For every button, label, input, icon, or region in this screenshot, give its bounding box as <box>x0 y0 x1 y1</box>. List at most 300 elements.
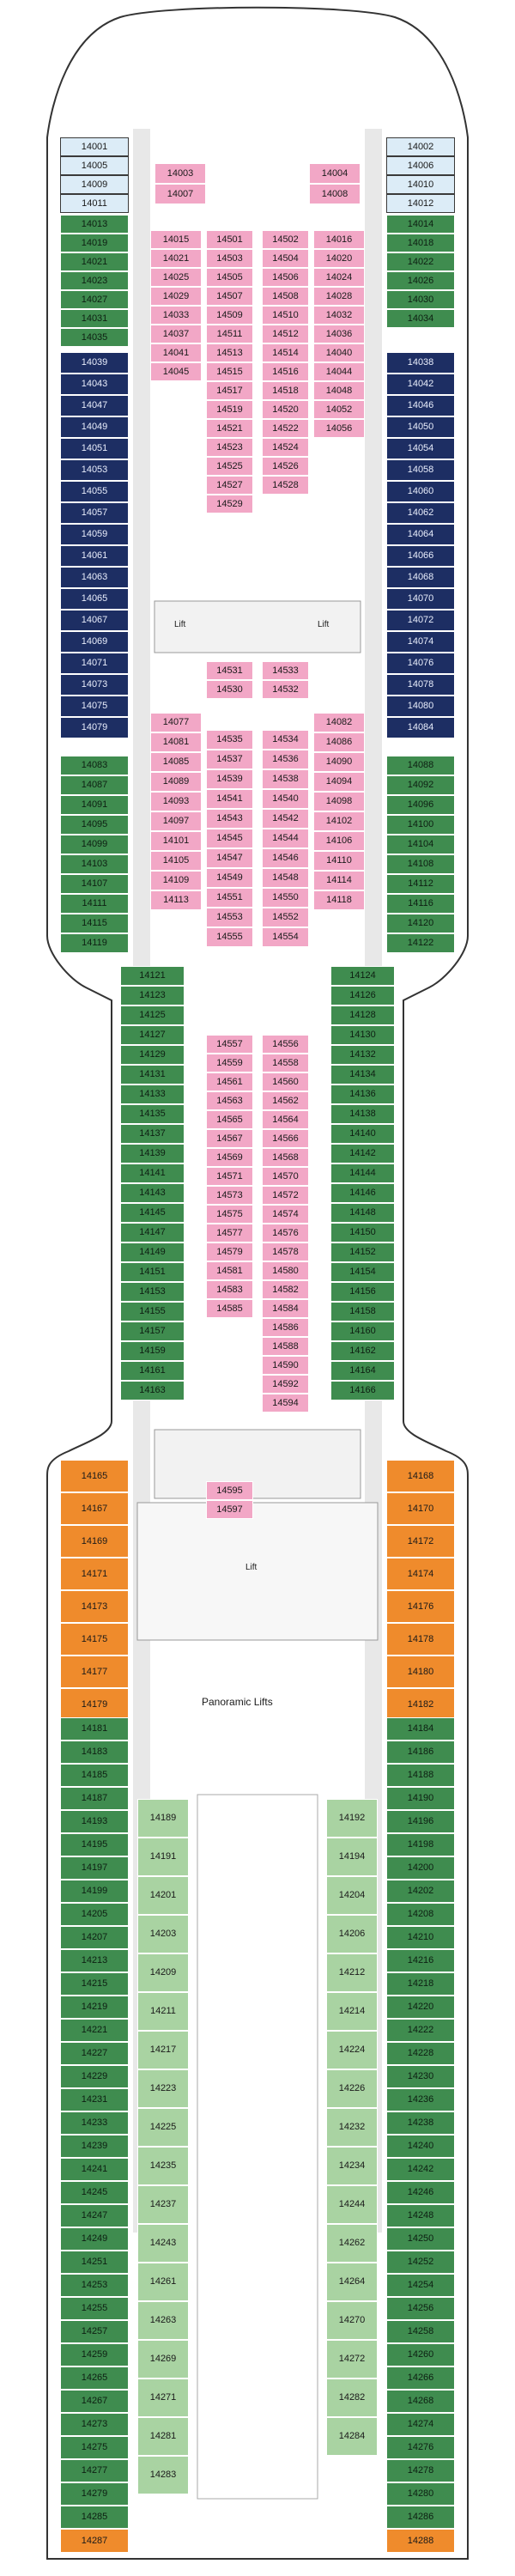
cabin-14223[interactable]: 14223 <box>137 2069 189 2108</box>
cabin-14113[interactable]: 14113 <box>150 890 202 910</box>
cabin-14232[interactable]: 14232 <box>326 2108 378 2147</box>
cabin-14541[interactable]: 14541 <box>206 789 253 809</box>
cabin-14141[interactable]: 14141 <box>120 1163 185 1183</box>
cabin-14517[interactable]: 14517 <box>206 381 253 400</box>
cabin-14277[interactable]: 14277 <box>60 2459 129 2482</box>
cabin-14044[interactable]: 14044 <box>313 362 365 381</box>
cabin-14527[interactable]: 14527 <box>206 476 253 495</box>
cabin-14566[interactable]: 14566 <box>262 1129 309 1148</box>
cabin-14136[interactable]: 14136 <box>330 1084 395 1104</box>
cabin-14110[interactable]: 14110 <box>313 851 365 871</box>
cabin-14148[interactable]: 14148 <box>330 1203 395 1223</box>
cabin-14515[interactable]: 14515 <box>206 362 253 381</box>
cabin-14229[interactable]: 14229 <box>60 2065 129 2088</box>
cabin-14090[interactable]: 14090 <box>313 752 365 772</box>
cabin-14268[interactable]: 14268 <box>386 2390 455 2413</box>
cabin-14563[interactable]: 14563 <box>206 1091 253 1110</box>
cabin-14064[interactable]: 14064 <box>386 524 455 545</box>
cabin-14001[interactable]: 14001 <box>60 137 129 156</box>
cabin-14506[interactable]: 14506 <box>262 268 309 287</box>
cabin-14024[interactable]: 14024 <box>313 268 365 287</box>
cabin-14595[interactable]: 14595 <box>206 1481 253 1500</box>
cabin-14546[interactable]: 14546 <box>262 848 309 868</box>
cabin-14030[interactable]: 14030 <box>386 290 455 309</box>
cabin-14548[interactable]: 14548 <box>262 868 309 888</box>
cabin-14180[interactable]: 14180 <box>386 1656 455 1688</box>
cabin-14560[interactable]: 14560 <box>262 1072 309 1091</box>
cabin-14576[interactable]: 14576 <box>262 1224 309 1242</box>
cabin-14023[interactable]: 14023 <box>60 271 129 290</box>
cabin-14061[interactable]: 14061 <box>60 545 129 567</box>
cabin-14213[interactable]: 14213 <box>60 1949 129 1972</box>
cabin-14127[interactable]: 14127 <box>120 1025 185 1045</box>
cabin-14059[interactable]: 14059 <box>60 524 129 545</box>
cabin-14202[interactable]: 14202 <box>386 1880 455 1903</box>
cabin-14193[interactable]: 14193 <box>60 1810 129 1833</box>
cabin-14208[interactable]: 14208 <box>386 1903 455 1926</box>
cabin-14549[interactable]: 14549 <box>206 868 253 888</box>
cabin-14139[interactable]: 14139 <box>120 1144 185 1163</box>
cabin-14240[interactable]: 14240 <box>386 2135 455 2158</box>
cabin-14029[interactable]: 14029 <box>150 287 202 306</box>
cabin-14266[interactable]: 14266 <box>386 2366 455 2390</box>
cabin-14073[interactable]: 14073 <box>60 674 129 696</box>
cabin-14021[interactable]: 14021 <box>150 249 202 268</box>
cabin-14523[interactable]: 14523 <box>206 438 253 457</box>
cabin-14036[interactable]: 14036 <box>313 325 365 343</box>
cabin-14042[interactable]: 14042 <box>386 374 455 395</box>
cabin-14511[interactable]: 14511 <box>206 325 253 343</box>
cabin-14086[interactable]: 14086 <box>313 732 365 752</box>
cabin-14584[interactable]: 14584 <box>262 1299 309 1318</box>
cabin-14238[interactable]: 14238 <box>386 2111 455 2135</box>
cabin-14283[interactable]: 14283 <box>137 2456 189 2494</box>
cabin-14165[interactable]: 14165 <box>60 1460 129 1492</box>
cabin-14233[interactable]: 14233 <box>60 2111 129 2135</box>
cabin-14248[interactable]: 14248 <box>386 2204 455 2227</box>
cabin-14228[interactable]: 14228 <box>386 2042 455 2065</box>
cabin-14118[interactable]: 14118 <box>313 890 365 910</box>
cabin-14275[interactable]: 14275 <box>60 2436 129 2459</box>
cabin-14501[interactable]: 14501 <box>206 230 253 249</box>
cabin-14060[interactable]: 14060 <box>386 481 455 502</box>
cabin-14249[interactable]: 14249 <box>60 2227 129 2251</box>
cabin-14152[interactable]: 14152 <box>330 1242 395 1262</box>
cabin-14051[interactable]: 14051 <box>60 438 129 459</box>
cabin-14284[interactable]: 14284 <box>326 2417 378 2456</box>
cabin-14067[interactable]: 14067 <box>60 610 129 631</box>
cabin-14263[interactable]: 14263 <box>137 2301 189 2340</box>
cabin-14005[interactable]: 14005 <box>60 156 129 175</box>
cabin-14590[interactable]: 14590 <box>262 1356 309 1375</box>
cabin-14088[interactable]: 14088 <box>386 756 455 775</box>
cabin-14093[interactable]: 14093 <box>150 792 202 811</box>
cabin-14150[interactable]: 14150 <box>330 1223 395 1242</box>
cabin-14214[interactable]: 14214 <box>326 1992 378 2031</box>
cabin-14187[interactable]: 14187 <box>60 1787 129 1810</box>
cabin-14509[interactable]: 14509 <box>206 306 253 325</box>
cabin-14570[interactable]: 14570 <box>262 1167 309 1186</box>
cabin-14035[interactable]: 14035 <box>60 328 129 347</box>
cabin-14171[interactable]: 14171 <box>60 1558 129 1590</box>
cabin-14080[interactable]: 14080 <box>386 696 455 717</box>
cabin-14019[interactable]: 14019 <box>60 234 129 252</box>
cabin-14018[interactable]: 14018 <box>386 234 455 252</box>
cabin-14003[interactable]: 14003 <box>154 163 206 184</box>
cabin-14123[interactable]: 14123 <box>120 986 185 1005</box>
cabin-14008[interactable]: 14008 <box>309 184 360 204</box>
cabin-14235[interactable]: 14235 <box>137 2147 189 2185</box>
cabin-14173[interactable]: 14173 <box>60 1590 129 1623</box>
cabin-14207[interactable]: 14207 <box>60 1926 129 1949</box>
cabin-14526[interactable]: 14526 <box>262 457 309 476</box>
cabin-14239[interactable]: 14239 <box>60 2135 129 2158</box>
cabin-14532[interactable]: 14532 <box>262 680 309 699</box>
cabin-14279[interactable]: 14279 <box>60 2482 129 2506</box>
cabin-14539[interactable]: 14539 <box>206 769 253 789</box>
cabin-14220[interactable]: 14220 <box>386 1996 455 2019</box>
cabin-14562[interactable]: 14562 <box>262 1091 309 1110</box>
cabin-14287[interactable]: 14287 <box>60 2529 129 2553</box>
cabin-14272[interactable]: 14272 <box>326 2340 378 2379</box>
cabin-14121[interactable]: 14121 <box>120 966 185 986</box>
cabin-14550[interactable]: 14550 <box>262 888 309 908</box>
cabin-14581[interactable]: 14581 <box>206 1261 253 1280</box>
cabin-14032[interactable]: 14032 <box>313 306 365 325</box>
cabin-14534[interactable]: 14534 <box>262 730 309 750</box>
cabin-14137[interactable]: 14137 <box>120 1124 185 1144</box>
cabin-14043[interactable]: 14043 <box>60 374 129 395</box>
cabin-14168[interactable]: 14168 <box>386 1460 455 1492</box>
cabin-14582[interactable]: 14582 <box>262 1280 309 1299</box>
cabin-14116[interactable]: 14116 <box>386 894 455 914</box>
cabin-14107[interactable]: 14107 <box>60 874 129 894</box>
cabin-14267[interactable]: 14267 <box>60 2390 129 2413</box>
cabin-14056[interactable]: 14056 <box>313 419 365 438</box>
cabin-14271[interactable]: 14271 <box>137 2379 189 2417</box>
cabin-14050[interactable]: 14050 <box>386 416 455 438</box>
cabin-14124[interactable]: 14124 <box>330 966 395 986</box>
cabin-14254[interactable]: 14254 <box>386 2274 455 2297</box>
cabin-14033[interactable]: 14033 <box>150 306 202 325</box>
cabin-14147[interactable]: 14147 <box>120 1223 185 1242</box>
cabin-14162[interactable]: 14162 <box>330 1341 395 1361</box>
cabin-14227[interactable]: 14227 <box>60 2042 129 2065</box>
cabin-14038[interactable]: 14038 <box>386 352 455 374</box>
cabin-14055[interactable]: 14055 <box>60 481 129 502</box>
cabin-14097[interactable]: 14097 <box>150 811 202 831</box>
cabin-14091[interactable]: 14091 <box>60 795 129 815</box>
cabin-14203[interactable]: 14203 <box>137 1915 189 1953</box>
cabin-14245[interactable]: 14245 <box>60 2181 129 2204</box>
cabin-14209[interactable]: 14209 <box>137 1953 189 1992</box>
cabin-14185[interactable]: 14185 <box>60 1764 129 1787</box>
cabin-14286[interactable]: 14286 <box>386 2506 455 2529</box>
cabin-14583[interactable]: 14583 <box>206 1280 253 1299</box>
cabin-14111[interactable]: 14111 <box>60 894 129 914</box>
cabin-14016[interactable]: 14016 <box>313 230 365 249</box>
cabin-14568[interactable]: 14568 <box>262 1148 309 1167</box>
cabin-14253[interactable]: 14253 <box>60 2274 129 2297</box>
cabin-14555[interactable]: 14555 <box>206 927 253 947</box>
cabin-14172[interactable]: 14172 <box>386 1525 455 1558</box>
cabin-14126[interactable]: 14126 <box>330 986 395 1005</box>
cabin-14058[interactable]: 14058 <box>386 459 455 481</box>
cabin-14217[interactable]: 14217 <box>137 2031 189 2069</box>
cabin-14544[interactable]: 14544 <box>262 829 309 848</box>
cabin-14011[interactable]: 14011 <box>60 194 129 213</box>
cabin-14183[interactable]: 14183 <box>60 1741 129 1764</box>
cabin-14186[interactable]: 14186 <box>386 1741 455 1764</box>
cabin-14192[interactable]: 14192 <box>326 1799 378 1838</box>
cabin-14522[interactable]: 14522 <box>262 419 309 438</box>
cabin-14178[interactable]: 14178 <box>386 1623 455 1656</box>
cabin-14184[interactable]: 14184 <box>386 1717 455 1741</box>
cabin-14045[interactable]: 14045 <box>150 362 202 381</box>
cabin-14068[interactable]: 14068 <box>386 567 455 588</box>
cabin-14140[interactable]: 14140 <box>330 1124 395 1144</box>
cabin-14569[interactable]: 14569 <box>206 1148 253 1167</box>
cabin-14160[interactable]: 14160 <box>330 1321 395 1341</box>
cabin-14026[interactable]: 14026 <box>386 271 455 290</box>
cabin-14259[interactable]: 14259 <box>60 2343 129 2366</box>
cabin-14119[interactable]: 14119 <box>60 933 129 953</box>
cabin-14282[interactable]: 14282 <box>326 2379 378 2417</box>
cabin-14265[interactable]: 14265 <box>60 2366 129 2390</box>
cabin-14243[interactable]: 14243 <box>137 2224 189 2263</box>
cabin-14131[interactable]: 14131 <box>120 1065 185 1084</box>
cabin-14524[interactable]: 14524 <box>262 438 309 457</box>
cabin-14575[interactable]: 14575 <box>206 1205 253 1224</box>
cabin-14166[interactable]: 14166 <box>330 1381 395 1400</box>
cabin-14153[interactable]: 14153 <box>120 1282 185 1302</box>
cabin-14081[interactable]: 14081 <box>150 732 202 752</box>
cabin-14586[interactable]: 14586 <box>262 1318 309 1337</box>
cabin-14085[interactable]: 14085 <box>150 752 202 772</box>
cabin-14219[interactable]: 14219 <box>60 1996 129 2019</box>
cabin-14182[interactable]: 14182 <box>386 1688 455 1721</box>
cabin-14174[interactable]: 14174 <box>386 1558 455 1590</box>
cabin-14049[interactable]: 14049 <box>60 416 129 438</box>
cabin-14216[interactable]: 14216 <box>386 1949 455 1972</box>
cabin-14133[interactable]: 14133 <box>120 1084 185 1104</box>
cabin-14540[interactable]: 14540 <box>262 789 309 809</box>
cabin-14134[interactable]: 14134 <box>330 1065 395 1084</box>
cabin-14010[interactable]: 14010 <box>386 175 455 194</box>
cabin-14098[interactable]: 14098 <box>313 792 365 811</box>
cabin-14204[interactable]: 14204 <box>326 1876 378 1915</box>
cabin-14105[interactable]: 14105 <box>150 851 202 871</box>
cabin-14236[interactable]: 14236 <box>386 2088 455 2111</box>
cabin-14149[interactable]: 14149 <box>120 1242 185 1262</box>
cabin-14046[interactable]: 14046 <box>386 395 455 416</box>
cabin-14115[interactable]: 14115 <box>60 914 129 933</box>
cabin-14543[interactable]: 14543 <box>206 809 253 829</box>
cabin-14237[interactable]: 14237 <box>137 2185 189 2224</box>
cabin-14142[interactable]: 14142 <box>330 1144 395 1163</box>
cabin-14537[interactable]: 14537 <box>206 750 253 769</box>
cabin-14525[interactable]: 14525 <box>206 457 253 476</box>
cabin-14536[interactable]: 14536 <box>262 750 309 769</box>
cabin-14114[interactable]: 14114 <box>313 871 365 890</box>
cabin-14251[interactable]: 14251 <box>60 2251 129 2274</box>
cabin-14095[interactable]: 14095 <box>60 815 129 835</box>
cabin-14197[interactable]: 14197 <box>60 1856 129 1880</box>
cabin-14579[interactable]: 14579 <box>206 1242 253 1261</box>
cabin-14198[interactable]: 14198 <box>386 1833 455 1856</box>
cabin-14002[interactable]: 14002 <box>386 137 455 156</box>
cabin-14521[interactable]: 14521 <box>206 419 253 438</box>
cabin-14264[interactable]: 14264 <box>326 2263 378 2301</box>
cabin-14188[interactable]: 14188 <box>386 1764 455 1787</box>
cabin-14244[interactable]: 14244 <box>326 2185 378 2224</box>
cabin-14528[interactable]: 14528 <box>262 476 309 495</box>
cabin-14572[interactable]: 14572 <box>262 1186 309 1205</box>
cabin-14004[interactable]: 14004 <box>309 163 360 184</box>
cabin-14164[interactable]: 14164 <box>330 1361 395 1381</box>
cabin-14169[interactable]: 14169 <box>60 1525 129 1558</box>
cabin-14578[interactable]: 14578 <box>262 1242 309 1261</box>
cabin-14083[interactable]: 14083 <box>60 756 129 775</box>
cabin-14063[interactable]: 14063 <box>60 567 129 588</box>
cabin-14201[interactable]: 14201 <box>137 1876 189 1915</box>
cabin-14015[interactable]: 14015 <box>150 230 202 249</box>
cabin-14089[interactable]: 14089 <box>150 772 202 792</box>
cabin-14158[interactable]: 14158 <box>330 1302 395 1321</box>
cabin-14210[interactable]: 14210 <box>386 1926 455 1949</box>
cabin-14222[interactable]: 14222 <box>386 2019 455 2042</box>
cabin-14138[interactable]: 14138 <box>330 1104 395 1124</box>
cabin-14106[interactable]: 14106 <box>313 831 365 851</box>
cabin-14533[interactable]: 14533 <box>262 661 309 680</box>
cabin-14574[interactable]: 14574 <box>262 1205 309 1224</box>
cabin-14258[interactable]: 14258 <box>386 2320 455 2343</box>
cabin-14189[interactable]: 14189 <box>137 1799 189 1838</box>
cabin-14194[interactable]: 14194 <box>326 1838 378 1876</box>
cabin-14592[interactable]: 14592 <box>262 1375 309 1394</box>
cabin-14552[interactable]: 14552 <box>262 908 309 927</box>
cabin-14154[interactable]: 14154 <box>330 1262 395 1282</box>
cabin-14135[interactable]: 14135 <box>120 1104 185 1124</box>
cabin-14502[interactable]: 14502 <box>262 230 309 249</box>
cabin-14072[interactable]: 14072 <box>386 610 455 631</box>
cabin-14092[interactable]: 14092 <box>386 775 455 795</box>
cabin-14215[interactable]: 14215 <box>60 1972 129 1996</box>
cabin-14075[interactable]: 14075 <box>60 696 129 717</box>
cabin-14547[interactable]: 14547 <box>206 848 253 868</box>
cabin-14157[interactable]: 14157 <box>120 1321 185 1341</box>
cabin-14101[interactable]: 14101 <box>150 831 202 851</box>
cabin-14530[interactable]: 14530 <box>206 680 253 699</box>
cabin-14504[interactable]: 14504 <box>262 249 309 268</box>
cabin-14079[interactable]: 14079 <box>60 717 129 738</box>
cabin-14009[interactable]: 14009 <box>60 175 129 194</box>
cabin-14013[interactable]: 14013 <box>60 215 129 234</box>
cabin-14571[interactable]: 14571 <box>206 1167 253 1186</box>
cabin-14143[interactable]: 14143 <box>120 1183 185 1203</box>
cabin-14234[interactable]: 14234 <box>326 2147 378 2185</box>
cabin-14205[interactable]: 14205 <box>60 1903 129 1926</box>
cabin-14513[interactable]: 14513 <box>206 343 253 362</box>
cabin-14099[interactable]: 14099 <box>60 835 129 854</box>
cabin-14074[interactable]: 14074 <box>386 631 455 653</box>
cabin-14066[interactable]: 14066 <box>386 545 455 567</box>
cabin-14145[interactable]: 14145 <box>120 1203 185 1223</box>
cabin-14087[interactable]: 14087 <box>60 775 129 795</box>
cabin-14529[interactable]: 14529 <box>206 495 253 513</box>
cabin-14564[interactable]: 14564 <box>262 1110 309 1129</box>
cabin-14109[interactable]: 14109 <box>150 871 202 890</box>
cabin-14096[interactable]: 14096 <box>386 795 455 815</box>
cabin-14580[interactable]: 14580 <box>262 1261 309 1280</box>
cabin-14211[interactable]: 14211 <box>137 1992 189 2031</box>
cabin-14542[interactable]: 14542 <box>262 809 309 829</box>
cabin-14022[interactable]: 14022 <box>386 252 455 271</box>
cabin-14567[interactable]: 14567 <box>206 1129 253 1148</box>
cabin-14181[interactable]: 14181 <box>60 1717 129 1741</box>
cabin-14007[interactable]: 14007 <box>154 184 206 204</box>
cabin-14565[interactable]: 14565 <box>206 1110 253 1129</box>
cabin-14190[interactable]: 14190 <box>386 1787 455 1810</box>
cabin-14082[interactable]: 14082 <box>313 713 365 732</box>
cabin-14177[interactable]: 14177 <box>60 1656 129 1688</box>
cabin-14084[interactable]: 14084 <box>386 717 455 738</box>
cabin-14206[interactable]: 14206 <box>326 1915 378 1953</box>
cabin-14241[interactable]: 14241 <box>60 2158 129 2181</box>
cabin-14257[interactable]: 14257 <box>60 2320 129 2343</box>
cabin-14505[interactable]: 14505 <box>206 268 253 287</box>
cabin-14037[interactable]: 14037 <box>150 325 202 343</box>
cabin-14551[interactable]: 14551 <box>206 888 253 908</box>
cabin-14077[interactable]: 14077 <box>150 713 202 732</box>
cabin-14054[interactable]: 14054 <box>386 438 455 459</box>
cabin-14274[interactable]: 14274 <box>386 2413 455 2436</box>
cabin-14076[interactable]: 14076 <box>386 653 455 674</box>
cabin-14179[interactable]: 14179 <box>60 1688 129 1721</box>
cabin-14247[interactable]: 14247 <box>60 2204 129 2227</box>
cabin-14585[interactable]: 14585 <box>206 1299 253 1318</box>
cabin-14102[interactable]: 14102 <box>313 811 365 831</box>
cabin-14520[interactable]: 14520 <box>262 400 309 419</box>
cabin-14508[interactable]: 14508 <box>262 287 309 306</box>
cabin-14144[interactable]: 14144 <box>330 1163 395 1183</box>
cabin-14512[interactable]: 14512 <box>262 325 309 343</box>
cabin-14269[interactable]: 14269 <box>137 2340 189 2379</box>
cabin-14052[interactable]: 14052 <box>313 400 365 419</box>
cabin-14156[interactable]: 14156 <box>330 1282 395 1302</box>
cabin-14518[interactable]: 14518 <box>262 381 309 400</box>
cabin-14078[interactable]: 14078 <box>386 674 455 696</box>
cabin-14125[interactable]: 14125 <box>120 1005 185 1025</box>
cabin-14561[interactable]: 14561 <box>206 1072 253 1091</box>
cabin-14034[interactable]: 14034 <box>386 309 455 328</box>
cabin-14163[interactable]: 14163 <box>120 1381 185 1400</box>
cabin-14040[interactable]: 14040 <box>313 343 365 362</box>
cabin-14103[interactable]: 14103 <box>60 854 129 874</box>
cabin-14288[interactable]: 14288 <box>386 2529 455 2553</box>
cabin-14503[interactable]: 14503 <box>206 249 253 268</box>
cabin-14230[interactable]: 14230 <box>386 2065 455 2088</box>
cabin-14557[interactable]: 14557 <box>206 1035 253 1054</box>
cabin-14070[interactable]: 14070 <box>386 588 455 610</box>
cabin-14276[interactable]: 14276 <box>386 2436 455 2459</box>
cabin-14588[interactable]: 14588 <box>262 1337 309 1356</box>
cabin-14231[interactable]: 14231 <box>60 2088 129 2111</box>
cabin-14260[interactable]: 14260 <box>386 2343 455 2366</box>
cabin-14554[interactable]: 14554 <box>262 927 309 947</box>
cabin-14225[interactable]: 14225 <box>137 2108 189 2147</box>
cabin-14510[interactable]: 14510 <box>262 306 309 325</box>
